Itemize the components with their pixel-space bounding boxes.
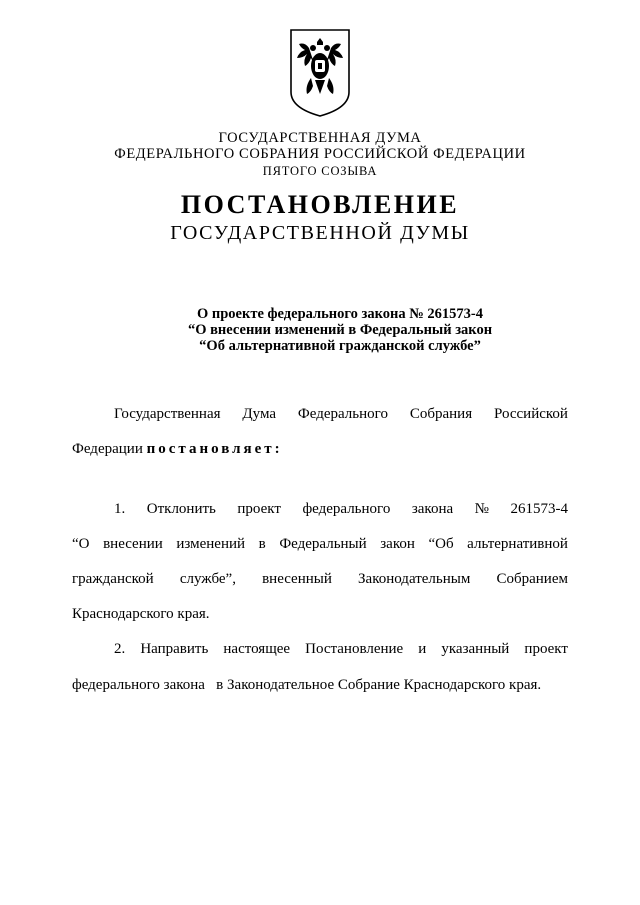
word: проект [237, 501, 281, 517]
resolves-word: постановляет: [146, 441, 283, 457]
word: Направить [140, 641, 209, 657]
word: Постановление [305, 641, 404, 657]
word: 261573-4 [510, 501, 568, 517]
word: Собранием [496, 571, 568, 587]
russian-coat-of-arms-icon [287, 26, 353, 122]
subject-line1: О проекте федерального закона № 261573-4 [196, 306, 484, 322]
convocation-line: ПЯТОГО СОЗЫВА [262, 164, 378, 178]
word: альтернативной [467, 536, 568, 552]
item2-line2: федерального закона в Законодательное Собрание Краснодарского края. [72, 677, 542, 693]
word: № [474, 501, 489, 517]
preamble-text: Федерации [72, 441, 147, 457]
word: закона [411, 501, 454, 517]
word: “О [72, 536, 90, 552]
word: внесенный [262, 571, 332, 587]
subject-line3: “Об альтернативной гражданской службе” [199, 338, 481, 354]
document-issuer: ГОСУДАРСТВЕННОЙ ДУМЫ [170, 222, 470, 244]
word: Российской [494, 406, 568, 422]
word: Федерального [297, 406, 388, 422]
subject-line2: “О внесении изменений в Федеральный закон [187, 322, 493, 338]
word: проект [524, 641, 568, 657]
org-name-line1: ГОСУДАРСТВЕННАЯ ДУМА [218, 130, 422, 146]
item1-line4: Краснодарского края. [72, 606, 210, 622]
word: федерального [302, 501, 391, 517]
item1-line1 [114, 500, 568, 518]
word: Федеральный [279, 536, 367, 552]
word: и [418, 641, 427, 657]
word: 2. [114, 641, 126, 657]
document-type-title: ПОСТАНОВЛЕНИЕ [180, 190, 460, 219]
word: настоящее [223, 641, 291, 657]
word: Государственная [114, 406, 221, 422]
word: Отклонить [146, 501, 216, 517]
word: 1. [114, 501, 126, 517]
word: Дума [242, 406, 277, 422]
word: изменений [176, 536, 246, 552]
word: службе”, [179, 571, 236, 587]
item2-line1 [114, 640, 568, 658]
item1-line2 [72, 535, 568, 553]
word: указанный [441, 641, 510, 657]
preamble-line1 [114, 405, 568, 423]
org-name-line2: ФЕДЕРАЛЬНОГО СОБРАНИЯ РОССИЙСКОЙ ФЕДЕРАЦИИ [114, 146, 526, 162]
word: гражданской [72, 571, 154, 587]
word: закон [380, 536, 415, 552]
word: Законодательным [358, 571, 471, 587]
word: внесении [103, 536, 163, 552]
item1-line3 [72, 570, 568, 588]
word: в [258, 536, 266, 552]
word: “Об [428, 536, 454, 552]
word: Собрания [409, 406, 473, 422]
preamble-line2 [72, 440, 283, 458]
